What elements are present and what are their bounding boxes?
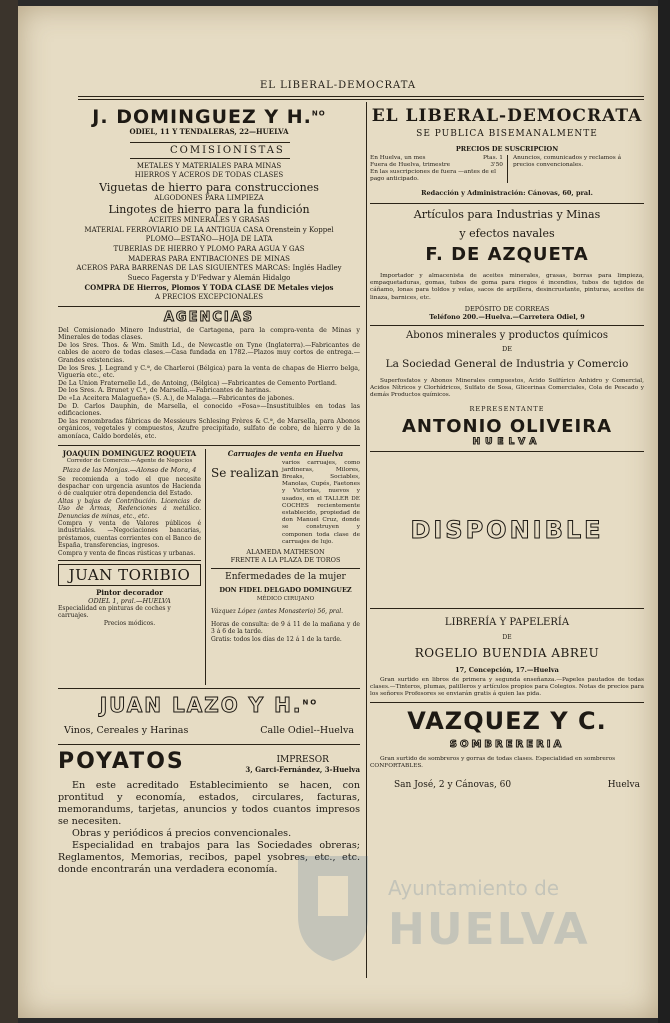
roqueta-para: Altas y bajas de Contribución. Licencias de Uso de Armas, Redenciones á metálico. Denuncias de minas, etc., etc.: [58, 497, 201, 520]
watermark-line-2: HUELVA: [388, 904, 590, 955]
price-row: [370, 155, 503, 162]
line: ACEITES MINERALES Y GRASAS: [148, 216, 270, 225]
carruajes-lead: Se realizan: [211, 465, 280, 480]
rule: [211, 568, 360, 569]
newspaper-page: [18, 6, 658, 1018]
rule: [58, 445, 360, 446]
dominguez-ad: [58, 106, 360, 441]
toribio-ad: [58, 564, 201, 627]
binding-edge: [0, 0, 18, 1023]
azqueta-line-2: y efectos navales: [459, 227, 555, 240]
carruajes-body: varios carruajes, como jardineras, Milores, Breaks, Sociables, Manolas, Cupés, Faetones y Victorias, nuevos y usados, en el TALLER DE COCHES recientemente establecido, propiedad de don Manuel Cruz, donde se construyen y componen toda clase de carruajes de lujo.: [282, 459, 360, 545]
delgado-name: DON FIDEL DELGADO DOMINGUEZ: [219, 585, 352, 594]
vazquez-ad: [370, 707, 644, 790]
azqueta-line-1: Artículos para Industrias y Minas: [413, 208, 601, 221]
disponible-ad: [370, 455, 644, 605]
delgado-address: Vázquez López (antes Monasterio) 56, pral.: [211, 607, 344, 615]
carruajes-street-1: ALAMEDA MATHESON: [246, 547, 325, 556]
dominguez-name: J. DOMINGUEZ Y H.: [92, 106, 312, 128]
vazquez-name: VAZQUEZ Y C.: [407, 707, 607, 736]
price-value: 3'50: [490, 162, 503, 168]
roqueta-name: JOAQUIN DOMINGUEZ ROQUETA: [62, 448, 197, 458]
ads-note: Anuncios, comunicados y reclamos á precios convencionales.: [513, 155, 622, 168]
oliveira-line-3: La Sociedad General de Industria y Comercio: [385, 357, 629, 370]
poyatos-address: 3, Garci-Fernández, 3-Huelva: [245, 764, 360, 774]
delgado-ad: [211, 572, 360, 643]
roqueta-para: Compra y venta de fincas rústicas y urbanas.: [58, 549, 196, 557]
roqueta-address: Plaza de las Monjas.—Alonso de Mora, 4: [62, 465, 197, 474]
libreria-de: DE: [502, 634, 512, 642]
dominguez-lines: [58, 162, 360, 303]
libreria-address: 17, Concepción, 17.—Huelva: [455, 666, 559, 675]
watermark-line-1: Ayuntamiento de: [388, 876, 560, 900]
price-label: En Huelva, un mes: [370, 155, 426, 161]
masthead-ad: [370, 106, 644, 197]
roqueta-subtitle: Corredor de Comercio.—Agente de Negocios: [66, 457, 193, 464]
small-ads-right: [206, 449, 360, 685]
rule: [370, 325, 644, 326]
oliveira-body: Superfosfatos y Abonos Minerales compuestos, Acido Sulfúrico Anhidro y Comercial, Acidos Nítricos y Clorhídricos, Sulfato de Sosa, Glicerinas Comerciales, Cola de Pescado y demás Productos químicos.: [370, 377, 644, 399]
poyatos-p3: Especialidad en trabajos para las Sociedades obreras; Reglamentos, Memorias, recibos, papel ysobres, etc., etc. donde encontrarán una verdadera economía.: [58, 839, 360, 875]
agencia-item: De los Sres. A. Brunet y C.ª, de Marsella.—Fabricantes de harinas.: [58, 387, 272, 395]
dominguez-profession: COMISIONISTAS: [130, 142, 290, 159]
line: ALGODONES PARA LIMPIEZA: [154, 193, 264, 202]
oliveira-rep: REPRESENTANTE: [469, 405, 545, 414]
poyatos-role: IMPRESOR: [276, 754, 329, 765]
column-divider: [366, 102, 367, 978]
poyatos-p2: Obras y periódicos á precios convencionales.: [72, 827, 292, 839]
lazo-left: Vinos, Cereales y Harinas: [64, 724, 189, 736]
masthead-title: EL LIBERAL-DEMOCRATA: [371, 106, 643, 126]
rule: [58, 306, 360, 307]
agencia-item: De las renombradas fábricas de Messieurs Schlesing Frères & C.ª, de Marsella, para Abonos orgánicos, vegetales y compuestos, Azufre precipitado, sulfato de cobre, de hierro y de la amoníaca, Caldo bordelés, etc.: [58, 417, 360, 440]
rule: [58, 688, 360, 689]
running-header: EL LIBERAL-DEMOCRATA: [259, 80, 417, 91]
libreria-name: ROGELIO BUENDIA ABREU: [414, 646, 600, 661]
header-rule-2: [78, 99, 644, 100]
right-column: [370, 106, 644, 790]
line: A PRECIOS EXCEPCIONALES: [155, 293, 263, 302]
poyatos-name: POYATOS: [58, 748, 185, 774]
azqueta-ad: [370, 208, 644, 321]
line: HIERROS Y ACEROS DE TODAS CLASES: [134, 171, 284, 180]
dominguez-sup: NO: [311, 109, 326, 118]
libreria-title: LIBRERÍA Y PAPELERÍA: [444, 617, 570, 629]
disponible-text: DISPONIBLE: [410, 516, 604, 545]
scan-border: [658, 0, 670, 1023]
agencias-title: AGENCIAS: [163, 309, 255, 325]
price-value: Ptas. 1: [482, 155, 503, 161]
rule: [370, 702, 644, 703]
roqueta-ad: [58, 449, 201, 557]
agencia-item: De D. Carlos Dauphin, de Marsella, el conocido «Fosa»—Insustituibles en todas las edificaciones.: [58, 402, 360, 418]
rule: [370, 451, 644, 452]
azqueta-deposit: DEPÓSITO DE CORREAS: [464, 304, 550, 313]
lazo-sup: NO: [302, 697, 319, 706]
line: ACEROS PARA BARRENAS DE LAS SIGUIENTES MARCAS: Inglés Hadley: [76, 264, 342, 273]
masthead-office: Redacción y Administración: Cánovas, 60, pral.: [421, 189, 593, 197]
agencia-item: De La Union Fraternelle Ld., de Antoing, (Bélgica) —Fabricantes de Cemento Portland.: [58, 379, 337, 387]
small-ads-row: [58, 449, 360, 685]
line: MADERAS PARA ENTIBACIONES DE MINAS: [128, 254, 290, 263]
carruajes-ad: [211, 449, 360, 564]
line: Viguetas de hierro para construcciones: [99, 180, 319, 194]
masthead-prices-title: PRECIOS DE SUSCRIPCION: [455, 145, 559, 153]
lazo-right: Calle Odiel--Huelva: [260, 724, 354, 736]
masthead-subtitle: SE PUBLICA BISEMANALMENTE: [416, 129, 598, 139]
oliveira-ad: [370, 330, 644, 448]
masthead-prices: [370, 155, 644, 183]
roqueta-body: [58, 476, 201, 557]
oliveira-line-1: Abonos minerales y productos químicos: [406, 329, 608, 341]
carruajes-street-2: FRENTE A LA PLAZA DE TOROS: [230, 555, 341, 564]
line: Lingotes de hierro para la fundición: [108, 203, 310, 217]
toribio-prices: Precios módicos.: [103, 619, 156, 627]
oliveira-line-2: DE: [502, 344, 512, 353]
line: Sueco Fagersta y D'Fedwar y Alemán Hidalgo: [127, 273, 291, 282]
rule: [58, 560, 201, 561]
rule: [370, 203, 644, 204]
roqueta-para: Se recomienda a todo el que necesite despachar con urgencia asuntos de Hacienda ó de cualquier otra dependencia del Estado.: [58, 475, 201, 498]
price-label: Fuera de Huelva, trimestre: [370, 162, 451, 168]
lazo-ad: [58, 693, 360, 736]
agencia-item: De los Sres. Thos. & Wm. Smith Ld., de Newcastle on Tyne (Inglaterra).—Fabricantes de cables de acero de todas clases.—Casa fundada en 1782.—Plazos muy cortos de entrega.—Grandes existencias.: [58, 341, 360, 364]
rule: [370, 608, 644, 609]
toribio-body: Especialidad en pinturas de coches y carruajes.: [58, 605, 171, 620]
header-rule: [78, 96, 644, 97]
agencia-item: Del Comisionado Minero Industrial, de Cartagena, para la compra-venta de Minas y Minerales de todas clases.: [58, 326, 360, 342]
lazo-name: JUAN LAZO Y H.: [99, 692, 303, 717]
poyatos-p1: En este acreditado Establecimiento se hacen, con prontitud y economía, estados, circulares, facturas, memorandums, tarjetas, anuncios y todos cuantos impresos se necesiten.: [58, 779, 360, 827]
line: TUBERIAS DE HIERRO Y PLOMO PARA AGUA Y GAS: [113, 245, 305, 254]
line: COMPRA DE Hierros, Plomos Y TODA CLASE DE Metales viejos: [84, 283, 334, 293]
rule: [58, 744, 360, 745]
vazquez-address: San José, 2 y Cánovas, 60: [394, 780, 512, 791]
poyatos-ad: [58, 749, 360, 876]
carruajes-title: Carruajes de venta en Huelva: [227, 448, 344, 458]
left-column: [58, 106, 360, 876]
dominguez-address: ODIEL, 11 Y TENDALERAS, 22—HUELVA: [129, 127, 289, 136]
line: METALES Y MATERIALES PARA MINAS: [136, 161, 282, 170]
agencia-item: De «La Aceitera Malagueña» (S. A.), de Malaga.—Fabricantes de jabones.: [58, 394, 295, 402]
price-row: [370, 162, 503, 169]
toribio-name: JUAN TORIBIO: [58, 564, 201, 586]
oliveira-city: HUELVA: [472, 437, 542, 448]
carruajes-text: [211, 460, 360, 546]
price-table: [370, 155, 508, 183]
vazquez-role: SOMBRERERIA: [449, 739, 565, 751]
oliveira-name: ANTONIO OLIVEIRA: [401, 416, 613, 438]
azqueta-name: F. DE AZQUETA: [425, 244, 589, 265]
agencia-item: De los Sres. J. Legrand y C.ª, de Charleroi (Bélgica) para la venta de chapas de Hierro belga, Viguería etc., etc.: [58, 364, 360, 380]
azqueta-phone: Teléfono 200.—Huelva.—Carretera Odiel, 9: [429, 312, 585, 321]
delgado-free: Gratis: todos los días de 12 á 1 de la tarde.: [211, 635, 342, 643]
line: MATERIAL FERROVIARIO DE LA ANTIGUA CASA Orenstein y Koppel: [84, 225, 334, 234]
agencias-list: [58, 327, 360, 441]
delgado-role: MÉDICO CIRUJANO: [256, 595, 315, 602]
delgado-hours: Horas de consulta: de 9 á 11 de la mañana y de 3 á 6 de la tarde.: [211, 620, 360, 636]
libreria-body: Gran surtido en libros de primera y segunda enseñanza.—Papeles pautados de todas clases.—Tinteros, plumas, palilleros y artículos propios para Colegios. Notas de precios para los señores Profesores se enviarán gratis á quien las pida.: [370, 677, 644, 698]
vazquez-body: Gran surtido de sombreros y gorras de todas clases. Especialidad en sombreros CONFORTABLES.: [370, 756, 616, 770]
azqueta-body: Importador y almacenista de aceites minerales, grasas, borras para limpieza, empaquetaduras, gomas, tubos de goma para riegos é incendios, tubos de tejidos de cáñamo, lonas para toldos y velas, sacos de arpillera, desincrustante, pinturas, aceites de linaza, barnices, etc.: [370, 273, 644, 301]
prices-note: En las suscripciones de fuera —antes de el pago anticipado.: [370, 169, 496, 182]
delgado-title: Enfermedades de la mujer: [225, 571, 346, 582]
libreria-ad: [370, 617, 644, 698]
vazquez-footer: [370, 780, 644, 790]
roqueta-para: Compra y venta de Valores públicos é industriales. —Negociaciones bancarias, préstamos, cuentas corrientes con el Banco de España, transferencias, ingresos.: [58, 519, 201, 550]
toribio-role: Pintor decorador: [96, 588, 163, 597]
small-ads-left: [58, 449, 206, 685]
line: PLOMO—ESTAÑO—HOJA DE LATA: [145, 235, 273, 244]
vazquez-city: Huelva: [607, 780, 640, 791]
toribio-address: ODIEL 1, pral.—HUELVA: [88, 597, 171, 605]
